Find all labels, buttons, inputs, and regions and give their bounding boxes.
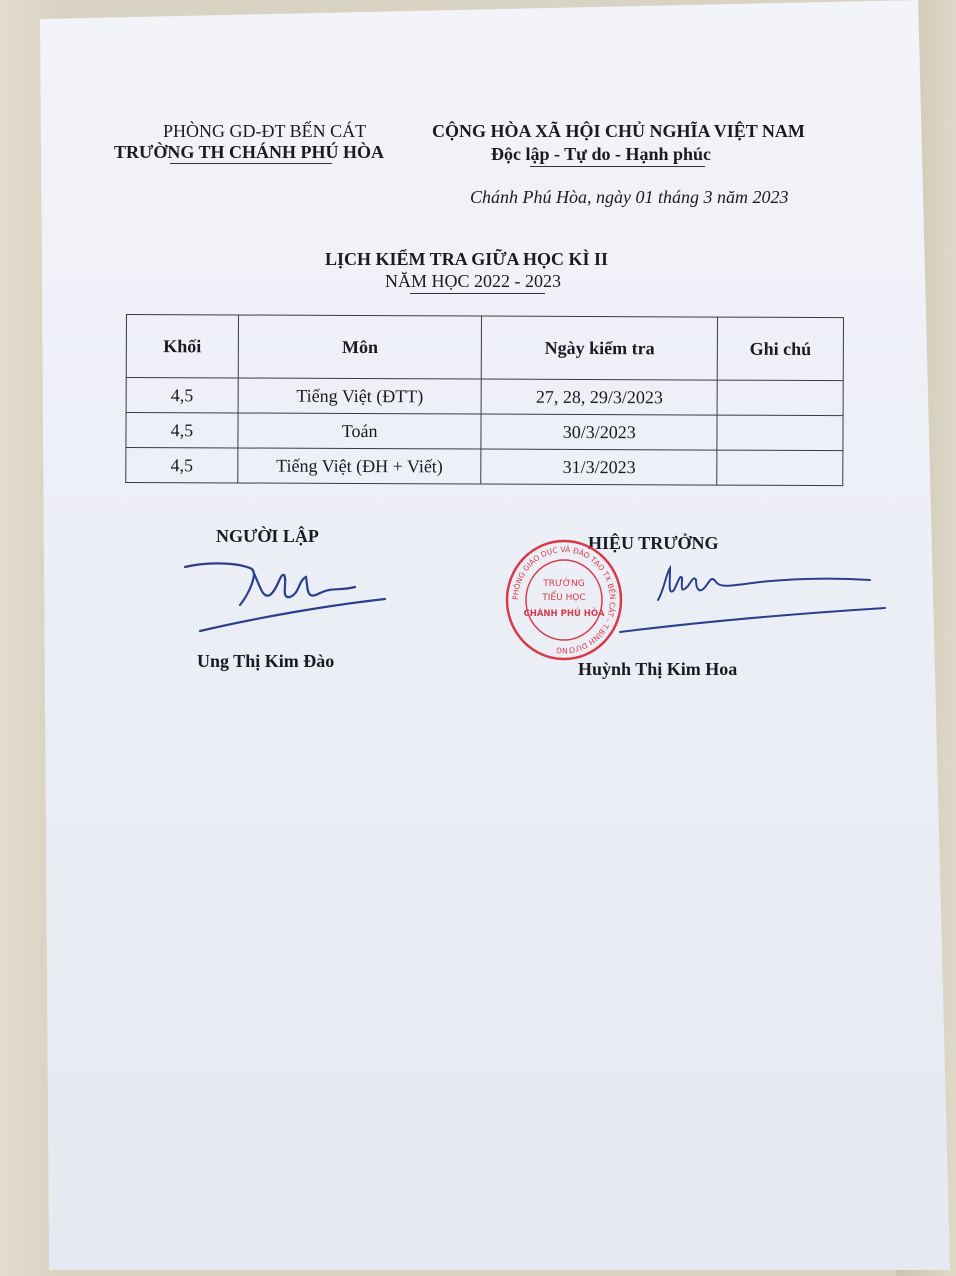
motto-underline [530,166,705,167]
cell-exam-date: 31/3/2023 [481,449,717,485]
seal-line-2: TIỂU HỌC [542,593,586,603]
table-header-row [126,315,843,381]
preparer-title: NGƯỜI LẬP [216,526,319,546]
school-year: NĂM HỌC 2022 - 2023 [385,271,562,291]
table-row [126,378,843,416]
title-underline [410,293,545,294]
cell-subject: Tiếng Việt (ĐH + Viết) [238,448,482,484]
school-underline [170,163,332,164]
cell-grade: 4,5 [126,448,238,483]
table-row [126,413,843,451]
seal-line-3: CHÁNH PHÚ HÒA [523,609,605,619]
header-subject: Môn [238,315,482,379]
school-name: TRƯỜNG TH CHÁNH PHÚ HÒA [114,142,385,162]
date-line: Chánh Phú Hòa, ngày 01 tháng 3 năm 2023 [470,187,789,207]
seal-line-1: TRƯỜNG [543,579,585,589]
header-grade: Khối [126,315,238,378]
header-exam-date: Ngày kiểm tra [482,316,718,380]
cell-subject: Toán [238,413,482,449]
table-row [126,448,843,486]
department-name: PHÒNG GD-ĐT BẾN CÁT [163,121,367,141]
cell-notes [717,380,843,416]
cell-exam-date: 27, 28, 29/3/2023 [482,379,718,415]
nation-title: CỘNG HÒA XÃ HỘI CHỦ NGHĨA VIỆT NAM [432,121,805,141]
cell-grade: 4,5 [126,378,238,413]
principal-title: HIỆU TRƯỞNG [588,533,719,553]
cell-notes [717,415,843,451]
national-motto: Độc lập - Tự do - Hạnh phúc [491,144,712,164]
cell-notes [717,450,843,486]
cell-subject: Tiếng Việt (ĐTT) [238,378,482,414]
principal-signature [560,560,890,640]
preparer-name: Ung Thị Kim Đào [197,651,335,671]
preparer-signature [180,555,390,640]
schedule-table [125,314,844,486]
document-title: LỊCH KIỂM TRA GIỮA HỌC KÌ II [325,249,609,269]
header-notes: Ghi chú [717,317,843,381]
principal-name: Huỳnh Thị Kim Hoa [578,659,738,679]
cell-exam-date: 30/3/2023 [481,414,717,450]
cell-grade: 4,5 [126,413,238,448]
seal-ring-text: PHÒNG GIÁO DỤC VÀ ĐÀO TẠO TX BẾN CÁT - T.BÌNH DƯƠNG [510,544,618,656]
